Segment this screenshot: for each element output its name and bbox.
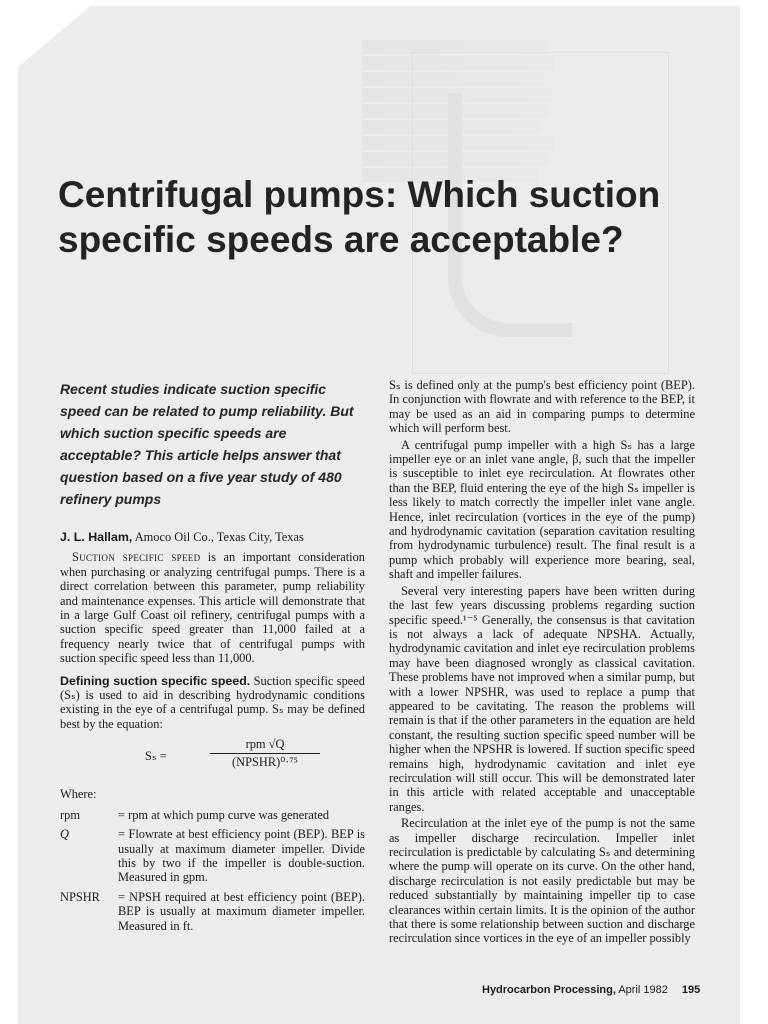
author-affiliation: Amoco Oil Co., Texas City, Texas xyxy=(132,530,304,544)
issue-date: April 1982 xyxy=(615,984,668,996)
definition-text: = NPSH required at best efficiency point (BEP). BEP is usually at maximum diameter impeller. Measured in ft. xyxy=(118,889,365,933)
defining-paragraph xyxy=(60,674,365,732)
defining-subhead: Defining suction specific speed. xyxy=(60,673,251,688)
journal-name: Hydrocarbon Processing, xyxy=(482,984,616,996)
body-paragraph: Sₛ is defined only at the pump's best efficiency point (BEP). In conjunction with flowrate and with reference to the BEP, it may be used as an aid in comparing pumps to determine which will perform best. xyxy=(389,378,695,436)
equation-lhs: Sₛ = xyxy=(145,749,167,764)
definition-term: Q xyxy=(60,827,69,842)
equation-denominator: (NPSHR)⁰·⁷⁵ xyxy=(232,755,298,770)
equation-numerator: rpm √Q xyxy=(245,737,285,752)
article-title: Centrifugal pumps: Which suction specific speeds are acceptable? xyxy=(58,174,661,260)
definition-term: NPSHR xyxy=(60,889,100,904)
intro-paragraph xyxy=(60,550,365,665)
page-footer xyxy=(482,984,700,996)
right-column xyxy=(389,378,695,948)
definition-text: = rpm at which pump curve was generated xyxy=(118,807,330,822)
definition-text: = Flowrate at best efficiency point (BEP). BEP is usually at maximum diameter impeller. Divide this by two if the impeller is double-suction. Measured in gpm. xyxy=(118,827,365,885)
suction-speed-equation xyxy=(60,737,365,779)
intro-lead: Suction specific speed xyxy=(72,550,201,565)
defining-text: Suction specific speed (Sₛ) is used to aid in describing hydrodynamic conditions existing in the eye of a centrifugal pump. Sₛ may be defined best by the equation: xyxy=(60,673,365,731)
intro-text: is an important consideration when purchasing or analyzing centrifugal pumps. There is a direct correlation between this parameter, pump reliability and maintenance expenses. This article will demonstrate that in a large Gulf Coast oil refinery, centrifugal pumps with a suction specific speed greater than 11,000 failed at a frequency nearly twice that of centrifugal pumps with suction specific speed less than 11,000. xyxy=(60,550,365,666)
fraction-bar xyxy=(210,753,320,754)
article-deck: Recent studies indicate suction specific speed can be related to pump reliability. But which suction specific speeds are acceptable? This article helps answer that question based on a five year study of 480 refinery pumps xyxy=(60,381,354,507)
body-paragraph: Several very interesting papers have been written during the last few years discussing problems regarding suction specific speed.¹⁻⁵ Generally, the consensus is that cavitation is not always a lack of adequate NPSHA. Actually, hydrodynamic cavitation and inlet eye recirculation problems may have been diagnosed wrongly as classical cavitation. These problems have not improved when a similar pump, but with a lower NPSHR, was used to replace a pump that appeared to be cavitating. The reason the problems will remain is that if the other parameters in the equation are held constant, the resulting suction specific speed number will be higher when the NPSHR is lowered. If suction specific speed remains high, hydrodynamic cavitation and inlet eye recirculation will still occur. This will be demonstrated later in this article with related acceptable and unacceptable ranges. xyxy=(389,583,695,814)
body-paragraph: A centrifugal pump impeller with a high Sₛ has a large impeller eye or an inlet vane angle, β, such that the impeller is susceptible to inlet eye recirculation. At flowrates other than the BEP, fluid entering the eye of the high Sₛ impeller is less likely to match correctly the impeller inlet vane angle. Hence, inlet recirculation (vortices in the eye of the pump) and hydrodynamic cavitation (separation cavitation resulting from hydrodynamic turbulence) result. The final result is a pump which probably will experience more bearing, seal, shaft and impeller failures. xyxy=(389,437,695,582)
author-name: J. L. Hallam, xyxy=(60,530,133,544)
body-paragraph: Recirculation at the inlet eye of the pump is not the same as impeller discharge recirculation. Impeller inlet recirculation is predictable by calculating Sₛ and determining where the pump will operate on its curve. On the other hand, discharge recirculation is not easily predictable but may be reduced substantially by maintaining impeller tip to case clearances within certain limits. It is the opinion of the author that there is some relationship between suction and discharge recirculation since vortices in the eye of an impeller possibly xyxy=(389,816,695,946)
left-column xyxy=(60,378,365,933)
definitions-list xyxy=(60,808,365,933)
byline xyxy=(60,530,365,544)
definition-term: rpm xyxy=(60,807,80,822)
page-number: 195 xyxy=(681,984,701,996)
where-label: Where: xyxy=(60,787,97,802)
